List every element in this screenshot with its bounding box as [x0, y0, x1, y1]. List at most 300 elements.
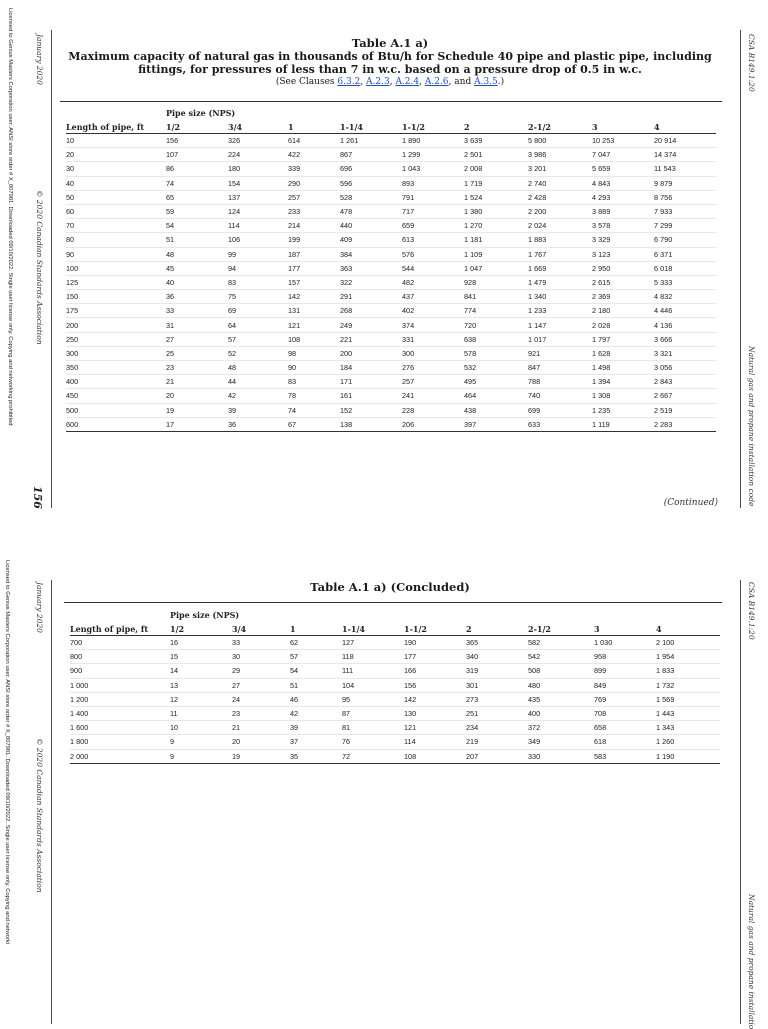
size-header: 2-1/2: [528, 120, 592, 134]
capacity-cell: 658: [594, 721, 656, 735]
capacity-cell: 928: [464, 275, 528, 289]
capacity-cell: 596: [340, 176, 402, 190]
capacity-cell: 154: [228, 176, 288, 190]
pipe-length-cell: 70: [66, 219, 166, 233]
capacity-table: [66, 106, 716, 432]
capacity-cell: 291: [340, 290, 402, 304]
length-header: Length of pipe, ft: [70, 622, 170, 636]
capacity-cell: 397: [464, 417, 528, 431]
capacity-cell: 199: [288, 233, 340, 247]
size-header: 1-1/4: [340, 120, 402, 134]
capacity-cell: 7 299: [654, 219, 716, 233]
capacity-cell: 64: [228, 318, 288, 332]
table-row: [66, 417, 716, 431]
capacity-cell: 118: [342, 650, 404, 664]
capacity-cell: 437: [402, 290, 464, 304]
capacity-cell: 114: [404, 735, 466, 749]
table-row: [66, 375, 716, 389]
pipe-length-cell: 1 800: [70, 735, 170, 749]
capacity-cell: 1 833: [656, 664, 720, 678]
capacity-cell: 75: [228, 290, 288, 304]
capacity-cell: 613: [402, 233, 464, 247]
capacity-cell: 48: [228, 361, 288, 375]
size-header: 2-1/2: [528, 622, 594, 636]
capacity-cell: 21: [232, 721, 290, 735]
capacity-cell: 87: [342, 706, 404, 720]
pipe-length-cell: 175: [66, 304, 166, 318]
capacity-cell: 9 879: [654, 176, 716, 190]
pipe-length-cell: 800: [70, 650, 170, 664]
capacity-cell: 4 136: [654, 318, 716, 332]
capacity-cell: 847: [528, 361, 592, 375]
size-header: 1-1/2: [404, 622, 466, 636]
capacity-cell: 177: [288, 261, 340, 275]
pipe-length-cell: 20: [66, 148, 166, 162]
capacity-cell: 20: [232, 735, 290, 749]
capacity-cell: 3 201: [528, 162, 592, 176]
capacity-cell: 95: [342, 692, 404, 706]
capacity-cell: 791: [402, 190, 464, 204]
left-margin-rule: [51, 30, 52, 508]
capacity-cell: 2 028: [592, 318, 654, 332]
capacity-cell: 708: [594, 706, 656, 720]
capacity-cell: 849: [594, 678, 656, 692]
copyright-notice: © 2020 Canadian Standards Association: [35, 190, 44, 345]
capacity-cell: 3 056: [654, 361, 716, 375]
capacity-cell: 180: [228, 162, 288, 176]
capacity-cell: 3 321: [654, 346, 716, 360]
capacity-cell: 769: [594, 692, 656, 706]
capacity-cell: 3 889: [592, 204, 654, 218]
capacity-cell: 37: [290, 735, 342, 749]
capacity-cell: 2 100: [656, 636, 720, 650]
capacity-cell: 214: [288, 219, 340, 233]
capacity-cell: 774: [464, 304, 528, 318]
capacity-cell: 409: [340, 233, 402, 247]
table-row: [70, 735, 720, 749]
capacity-cell: 330: [528, 749, 594, 763]
table-row: [70, 721, 720, 735]
capacity-cell: 90: [288, 361, 340, 375]
pipe-length-cell: 2 000: [70, 749, 170, 763]
table-top-rule: [64, 602, 722, 603]
capacity-cell: 638: [464, 332, 528, 346]
pipe-length-cell: 40: [66, 176, 166, 190]
table-row: [66, 204, 716, 218]
standard-number: CSA B149.1:20: [747, 34, 756, 92]
table-row: [66, 346, 716, 360]
capacity-cell: 3 986: [528, 148, 592, 162]
capacity-cell: 156: [404, 678, 466, 692]
capacity-cell: 2 200: [528, 204, 592, 218]
capacity-cell: 42: [228, 389, 288, 403]
capacity-cell: 544: [402, 261, 464, 275]
capacity-cell: 339: [288, 162, 340, 176]
capacity-cell: 1 883: [528, 233, 592, 247]
capacity-cell: 422: [288, 148, 340, 162]
capacity-cell: 48: [166, 247, 228, 261]
continued-note: (Continued): [663, 498, 718, 508]
capacity-cell: 2 740: [528, 176, 592, 190]
pipe-length-cell: 600: [66, 417, 166, 431]
capacity-cell: 578: [464, 346, 528, 360]
capacity-cell: 11: [170, 706, 232, 720]
capacity-cell: 57: [228, 332, 288, 346]
right-margin-rule: [740, 580, 741, 1024]
capacity-cell: 614: [288, 134, 340, 148]
table-row: [70, 692, 720, 706]
capacity-cell: 2 180: [592, 304, 654, 318]
capacity-cell: 11 543: [654, 162, 716, 176]
size-header: 3: [594, 622, 656, 636]
clause-link-a-2-4[interactable]: A.2.4: [395, 77, 420, 87]
capacity-cell: 1 043: [402, 162, 464, 176]
capacity-cell: 1 394: [592, 375, 654, 389]
capacity-cell: 699: [528, 403, 592, 417]
capacity-cell: 340: [466, 650, 528, 664]
capacity-cell: 29: [232, 664, 290, 678]
capacity-cell: 363: [340, 261, 402, 275]
capacity-cell: 2 667: [654, 389, 716, 403]
pipe-length-cell: 700: [70, 636, 170, 650]
pipe-length-cell: 10: [66, 134, 166, 148]
pipe-length-cell: 50: [66, 190, 166, 204]
table-row: [70, 636, 720, 650]
capacity-cell: 365: [466, 636, 528, 650]
capacity-cell: 273: [466, 692, 528, 706]
capacity-cell: 24: [232, 692, 290, 706]
pipe-length-cell: 150: [66, 290, 166, 304]
capacity-cell: 958: [594, 650, 656, 664]
capacity-cell: 1 443: [656, 706, 720, 720]
table-subtitle-line-2: fittings, for pressures of less than 7 in w.c. based on a pressure drop of 0.5 in w.c.: [138, 63, 642, 76]
capacity-cell: 1 524: [464, 190, 528, 204]
size-header: 4: [654, 120, 716, 134]
capacity-cell: 51: [290, 678, 342, 692]
capacity-cell: 200: [340, 346, 402, 360]
capacity-cell: 290: [288, 176, 340, 190]
table-row: [70, 650, 720, 664]
capacity-cell: 14: [170, 664, 232, 678]
table-row: [70, 678, 720, 692]
table-row: [66, 261, 716, 275]
capacity-cell: 440: [340, 219, 402, 233]
capacity-cell: 2 950: [592, 261, 654, 275]
size-header: 1/2: [166, 120, 228, 134]
capacity-cell: 435: [528, 692, 594, 706]
capacity-cell: 114: [228, 219, 288, 233]
capacity-cell: 1 147: [528, 318, 592, 332]
capacity-cell: 224: [228, 148, 288, 162]
capacity-cell: 17: [166, 417, 228, 431]
table-row: [66, 233, 716, 247]
capacity-cell: 121: [288, 318, 340, 332]
capacity-cell: 2 008: [464, 162, 528, 176]
capacity-cell: 221: [340, 332, 402, 346]
size-header: 3/4: [232, 622, 290, 636]
table-row: [66, 318, 716, 332]
capacity-cell: 4 832: [654, 290, 716, 304]
capacity-cell: 33: [232, 636, 290, 650]
pipe-length-cell: 1 400: [70, 706, 170, 720]
capacity-cell: 3 578: [592, 219, 654, 233]
capacity-cell: 14 374: [654, 148, 716, 162]
license-notice: Licensed to Genius Masters Corporation user. ANSI store order # X_807981. Downloaded 09/10/2022. Single user license only. Copying and networking prohibited: [7, 8, 13, 426]
table-top-rule: [60, 101, 722, 102]
capacity-cell: 74: [288, 403, 340, 417]
size-header: 2: [466, 622, 528, 636]
capacity-cell: 482: [402, 275, 464, 289]
capacity-cell: 1 299: [402, 148, 464, 162]
capacity-cell: 59: [166, 204, 228, 218]
pipe-length-cell: 900: [70, 664, 170, 678]
size-header: 1: [290, 622, 342, 636]
pipe-length-cell: 250: [66, 332, 166, 346]
capacity-cell: 12: [170, 692, 232, 706]
capacity-cell: 40: [166, 275, 228, 289]
capacity-cell: 9: [170, 735, 232, 749]
capacity-cell: 107: [166, 148, 228, 162]
clause-link-a-2-6[interactable]: A.2.6: [424, 77, 449, 87]
capacity-cell: 138: [340, 417, 402, 431]
capacity-cell: 16: [170, 636, 232, 650]
capacity-cell: 257: [402, 375, 464, 389]
capacity-cell: 44: [228, 375, 288, 389]
capacity-cell: 6 790: [654, 233, 716, 247]
capacity-cell: 31: [166, 318, 228, 332]
capacity-cell: 740: [528, 389, 592, 403]
capacity-cell: 228: [402, 403, 464, 417]
license-notice: Licensed to Genius Masters Corporation user. ANSI store order # X_807981. Downloaded 09/10/2022. Single user license only. Copying and networki: [4, 560, 10, 945]
capacity-table-concluded: [70, 608, 720, 764]
capacity-cell: 111: [342, 664, 404, 678]
capacity-cell: 157: [288, 275, 340, 289]
capacity-cell: 8 756: [654, 190, 716, 204]
capacity-cell: 717: [402, 204, 464, 218]
capacity-cell: 5 659: [592, 162, 654, 176]
capacity-cell: 108: [288, 332, 340, 346]
capacity-cell: 1 235: [592, 403, 654, 417]
table-row: [66, 332, 716, 346]
capacity-cell: 372: [528, 721, 594, 735]
capacity-cell: 3 329: [592, 233, 654, 247]
capacity-cell: 142: [404, 692, 466, 706]
table-caption: [60, 36, 720, 88]
capacity-cell: 4 446: [654, 304, 716, 318]
table-row: [66, 219, 716, 233]
capacity-cell: 1 954: [656, 650, 720, 664]
capacity-cell: 384: [340, 247, 402, 261]
capacity-cell: 83: [228, 275, 288, 289]
capacity-cell: 618: [594, 735, 656, 749]
clause-link-6-3-2[interactable]: 6.3.2: [337, 77, 361, 87]
capacity-cell: 131: [288, 304, 340, 318]
capacity-cell: 2 283: [654, 417, 716, 431]
capacity-cell: 52: [228, 346, 288, 360]
capacity-cell: 1 498: [592, 361, 654, 375]
publication-date: January 2020: [35, 582, 44, 633]
capacity-cell: 27: [232, 678, 290, 692]
capacity-cell: 36: [166, 290, 228, 304]
capacity-cell: 187: [288, 247, 340, 261]
capacity-cell: 1 767: [528, 247, 592, 261]
capacity-cell: 402: [402, 304, 464, 318]
capacity-cell: 99: [228, 247, 288, 261]
table-row: [66, 403, 716, 417]
clause-link-a-3-5[interactable]: A.3.5: [474, 77, 498, 87]
table-row: [66, 275, 716, 289]
capacity-cell: 54: [290, 664, 342, 678]
capacity-cell: 300: [402, 346, 464, 360]
capacity-cell: 33: [166, 304, 228, 318]
capacity-cell: 171: [340, 375, 402, 389]
capacity-cell: 374: [402, 318, 464, 332]
table-row: [66, 162, 716, 176]
capacity-cell: 42: [290, 706, 342, 720]
capacity-cell: 1 261: [340, 134, 402, 148]
capacity-cell: 1 719: [464, 176, 528, 190]
pipe-length-cell: 500: [66, 403, 166, 417]
publication-date: January 2020: [35, 34, 44, 85]
table-row: [70, 664, 720, 678]
capacity-cell: 7 047: [592, 148, 654, 162]
capacity-cell: 108: [404, 749, 466, 763]
capacity-cell: 583: [594, 749, 656, 763]
capacity-cell: 921: [528, 346, 592, 360]
capacity-cell: 69: [228, 304, 288, 318]
size-header: 1: [288, 120, 340, 134]
capacity-cell: 3 123: [592, 247, 654, 261]
capacity-cell: 6 018: [654, 261, 716, 275]
table-row: [66, 389, 716, 403]
capacity-cell: 1 628: [592, 346, 654, 360]
capacity-cell: 867: [340, 148, 402, 162]
size-header: 1-1/2: [402, 120, 464, 134]
pipe-length-cell: 1 000: [70, 678, 170, 692]
capacity-cell: 94: [228, 261, 288, 275]
capacity-cell: 74: [166, 176, 228, 190]
capacity-cell: 257: [288, 190, 340, 204]
capacity-cell: 76: [342, 735, 404, 749]
table-row: [66, 247, 716, 261]
left-margin-rule: [51, 580, 52, 1024]
capacity-cell: 542: [528, 650, 594, 664]
capacity-cell: 720: [464, 318, 528, 332]
capacity-cell: 1 732: [656, 678, 720, 692]
capacity-cell: 1 260: [656, 735, 720, 749]
capacity-cell: 1 380: [464, 204, 528, 218]
page-157: [0, 556, 768, 1029]
pipe-length-cell: 30: [66, 162, 166, 176]
capacity-cell: 659: [402, 219, 464, 233]
capacity-cell: 86: [166, 162, 228, 176]
page-number: 156: [31, 486, 44, 509]
capacity-cell: 841: [464, 290, 528, 304]
table-row: [66, 290, 716, 304]
capacity-cell: 46: [290, 692, 342, 706]
capacity-cell: 190: [404, 636, 466, 650]
capacity-cell: 1 479: [528, 275, 592, 289]
capacity-cell: 301: [466, 678, 528, 692]
capacity-cell: 2 843: [654, 375, 716, 389]
capacity-cell: 39: [228, 403, 288, 417]
pipe-length-cell: 1 600: [70, 721, 170, 735]
capacity-cell: 2 615: [592, 275, 654, 289]
capacity-cell: 25: [166, 346, 228, 360]
size-header: 3/4: [228, 120, 288, 134]
table-row: [66, 176, 716, 190]
capacity-cell: 788: [528, 375, 592, 389]
capacity-cell: 2 501: [464, 148, 528, 162]
capacity-cell: 36: [228, 417, 288, 431]
capacity-cell: 1 030: [594, 636, 656, 650]
capacity-cell: 10: [170, 721, 232, 735]
pipe-length-cell: 400: [66, 375, 166, 389]
capacity-cell: 495: [464, 375, 528, 389]
capacity-cell: 219: [466, 735, 528, 749]
capacity-cell: 124: [228, 204, 288, 218]
capacity-cell: 4 843: [592, 176, 654, 190]
capacity-cell: 528: [340, 190, 402, 204]
table-row: [66, 134, 716, 148]
standard-number: CSA B149.1:20: [747, 582, 756, 640]
capacity-cell: 72: [342, 749, 404, 763]
capacity-cell: 582: [528, 636, 594, 650]
capacity-cell: 106: [228, 233, 288, 247]
capacity-cell: 104: [342, 678, 404, 692]
capacity-cell: 1 343: [656, 721, 720, 735]
right-margin-rule: [740, 30, 741, 508]
capacity-cell: 207: [466, 749, 528, 763]
capacity-cell: 899: [594, 664, 656, 678]
capacity-cell: 2 428: [528, 190, 592, 204]
capacity-cell: 9: [170, 749, 232, 763]
capacity-cell: 39: [290, 721, 342, 735]
capacity-cell: 2 369: [592, 290, 654, 304]
capacity-cell: 54: [166, 219, 228, 233]
capacity-cell: 893: [402, 176, 464, 190]
capacity-cell: 576: [402, 247, 464, 261]
capacity-cell: 20 914: [654, 134, 716, 148]
capacity-cell: 98: [288, 346, 340, 360]
capacity-cell: 13: [170, 678, 232, 692]
capacity-cell: 5 333: [654, 275, 716, 289]
length-header: Length of pipe, ft: [66, 120, 166, 134]
capacity-cell: 234: [466, 721, 528, 735]
size-header: 1/2: [170, 622, 232, 636]
capacity-cell: 27: [166, 332, 228, 346]
pipe-size-header: Pipe size (NPS): [166, 108, 236, 118]
capacity-cell: 78: [288, 389, 340, 403]
table-title: Table A.1 a) (Concluded): [310, 580, 470, 594]
see-prefix: (See Clauses: [275, 77, 338, 87]
capacity-cell: 400: [528, 706, 594, 720]
capacity-cell: 1 890: [402, 134, 464, 148]
capacity-cell: 184: [340, 361, 402, 375]
capacity-cell: 127: [342, 636, 404, 650]
pipe-length-cell: 1 200: [70, 692, 170, 706]
clause-link-a-2-3[interactable]: A.2.3: [366, 77, 390, 87]
capacity-cell: 23: [166, 361, 228, 375]
capacity-cell: 532: [464, 361, 528, 375]
capacity-cell: 142: [288, 290, 340, 304]
capacity-cell: 1 669: [528, 261, 592, 275]
capacity-cell: 152: [340, 403, 402, 417]
capacity-cell: 81: [342, 721, 404, 735]
code-title: Natural gas and propane installation code: [747, 346, 756, 507]
capacity-cell: 251: [466, 706, 528, 720]
capacity-cell: 161: [340, 389, 402, 403]
